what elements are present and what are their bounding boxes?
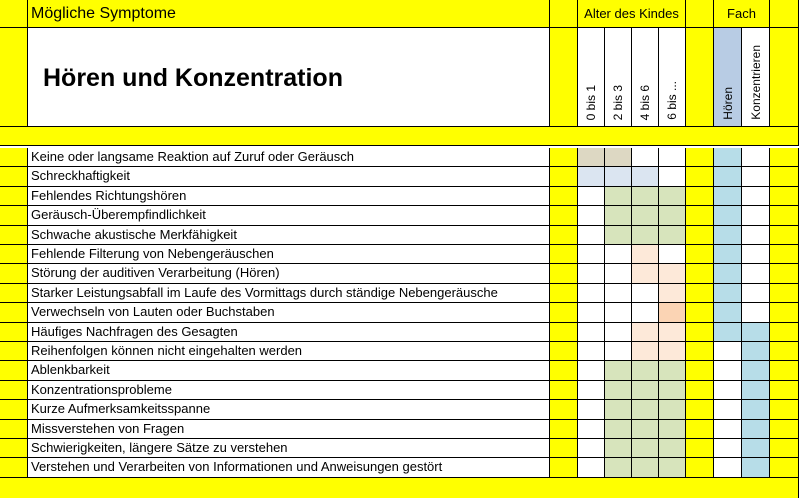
spacer-cell xyxy=(550,323,578,342)
age-indicator-cell xyxy=(632,284,659,303)
separator-band xyxy=(0,127,799,146)
spacer-cell xyxy=(550,400,578,419)
row-margin-cell xyxy=(0,284,28,303)
age-indicator-cell xyxy=(659,439,686,458)
spacer-cell xyxy=(686,458,714,477)
spacer-cell xyxy=(686,439,714,458)
age-column-header xyxy=(578,28,605,127)
spacer-cell xyxy=(550,342,578,361)
right-margin-cell xyxy=(770,187,799,206)
age-indicator-cell xyxy=(578,458,605,477)
subject-column-label: Konzentrieren xyxy=(748,45,763,120)
spacer-cell xyxy=(686,206,714,225)
spacer-cell xyxy=(550,420,578,439)
spacer-cell xyxy=(550,303,578,322)
row-margin-cell xyxy=(0,439,28,458)
subject-column-label: Hören xyxy=(720,87,735,120)
spacer-cell xyxy=(550,361,578,380)
right-margin-cell xyxy=(770,245,799,264)
age-column-header xyxy=(659,28,686,127)
title-cell xyxy=(28,28,550,127)
age-indicator-cell xyxy=(605,206,632,225)
age-indicator-cell xyxy=(659,342,686,361)
age-indicator-cell xyxy=(659,226,686,245)
age-indicator-cell xyxy=(605,458,632,477)
symptom-label: Kurze Aufmerksamkeitsspanne xyxy=(28,400,550,419)
age-indicator-cell xyxy=(659,284,686,303)
right-margin-cell xyxy=(770,458,799,477)
symptom-label: Fehlendes Richtungshören xyxy=(28,187,550,206)
age-indicator-cell xyxy=(578,226,605,245)
age-indicator-cell xyxy=(632,187,659,206)
right-margin-cell xyxy=(770,400,799,419)
row-margin-cell xyxy=(0,148,28,167)
spacer-cell xyxy=(550,381,578,400)
right-margin-cell xyxy=(770,361,799,380)
subject-indicator-cell xyxy=(742,284,770,303)
age-indicator-cell xyxy=(605,226,632,245)
subject-indicator-cell xyxy=(714,284,742,303)
age-indicator-cell xyxy=(659,420,686,439)
subject-column-header xyxy=(714,28,742,127)
row-margin-cell xyxy=(0,264,28,283)
symptom-label: Reihenfolgen können nicht eingehalten werden xyxy=(28,342,550,361)
spacer-cell xyxy=(686,0,714,28)
age-column-label: 4 bis 6 xyxy=(638,84,652,120)
symptom-label: Verstehen und Verarbeiten von Informationen und Anweisungen gestört xyxy=(28,458,550,477)
symptom-label: Missverstehen von Fragen xyxy=(28,420,550,439)
subject-indicator-cell xyxy=(714,420,742,439)
age-indicator-cell xyxy=(605,264,632,283)
row-margin-cell xyxy=(0,245,28,264)
spacer-cell xyxy=(686,342,714,361)
age-indicator-cell xyxy=(659,148,686,167)
left-margin-cell xyxy=(0,28,28,127)
subject-indicator-cell xyxy=(742,400,770,419)
subject-indicator-cell xyxy=(742,458,770,477)
page-title: Hören und Konzentration xyxy=(43,64,343,92)
spacer-cell xyxy=(550,458,578,477)
row-margin-cell xyxy=(0,187,28,206)
age-indicator-cell xyxy=(659,381,686,400)
age-indicator-cell xyxy=(632,226,659,245)
age-indicator-cell xyxy=(605,323,632,342)
spacer-cell xyxy=(686,167,714,186)
age-indicator-cell xyxy=(632,439,659,458)
bottom-band xyxy=(0,478,799,498)
symptom-label: Keine oder langsame Reaktion auf Zuruf oder Geräusch xyxy=(28,148,550,167)
age-indicator-cell xyxy=(659,167,686,186)
subject-indicator-cell xyxy=(714,226,742,245)
subject-indicator-cell xyxy=(742,245,770,264)
right-margin-cell xyxy=(770,303,799,322)
spacer-cell xyxy=(550,264,578,283)
spacer-cell xyxy=(550,0,578,28)
subject-indicator-cell xyxy=(714,187,742,206)
spacer-cell xyxy=(686,400,714,419)
right-margin-cell xyxy=(770,420,799,439)
subject-indicator-cell xyxy=(742,167,770,186)
age-indicator-cell xyxy=(632,264,659,283)
spacer-cell xyxy=(550,28,578,127)
subject-indicator-cell xyxy=(742,148,770,167)
age-indicator-cell xyxy=(605,303,632,322)
symptom-label: Störung der auditiven Verarbeitung (Hören) xyxy=(28,264,550,283)
subject-indicator-cell xyxy=(742,439,770,458)
spacer-cell xyxy=(686,264,714,283)
row-margin-cell xyxy=(0,303,28,322)
age-indicator-cell xyxy=(659,206,686,225)
age-indicator-cell xyxy=(578,439,605,458)
age-indicator-cell xyxy=(632,361,659,380)
spacer-cell xyxy=(686,361,714,380)
spacer-cell xyxy=(686,28,714,127)
spacer-cell xyxy=(550,226,578,245)
row-margin-cell xyxy=(0,420,28,439)
age-indicator-cell xyxy=(605,361,632,380)
age-indicator-cell xyxy=(605,187,632,206)
age-indicator-cell xyxy=(578,284,605,303)
symptom-label: Ablenkbarkeit xyxy=(28,361,550,380)
spacer-cell xyxy=(686,187,714,206)
spacer-cell xyxy=(686,245,714,264)
row-margin-cell xyxy=(0,381,28,400)
left-margin-cell xyxy=(0,0,28,28)
spacer-cell xyxy=(550,439,578,458)
age-indicator-cell xyxy=(578,303,605,322)
symptom-label: Verwechseln von Lauten oder Buchstaben xyxy=(28,303,550,322)
spacer-cell xyxy=(686,381,714,400)
row-margin-cell xyxy=(0,361,28,380)
age-indicator-cell xyxy=(578,361,605,380)
subject-indicator-cell xyxy=(714,361,742,380)
spacer-cell xyxy=(550,148,578,167)
spacer-cell xyxy=(686,226,714,245)
spacer-cell xyxy=(550,284,578,303)
subject-indicator-cell xyxy=(714,264,742,283)
age-column-label: 2 bis 3 xyxy=(611,84,625,120)
age-indicator-cell xyxy=(659,245,686,264)
row-margin-cell xyxy=(0,323,28,342)
age-indicator-cell xyxy=(632,342,659,361)
age-column-label: 0 bis 1 xyxy=(584,84,598,120)
subject-indicator-cell xyxy=(742,264,770,283)
age-indicator-cell xyxy=(659,400,686,419)
subject-indicator-cell xyxy=(714,439,742,458)
age-indicator-cell xyxy=(578,206,605,225)
spacer-cell xyxy=(550,245,578,264)
right-margin-cell xyxy=(770,381,799,400)
right-margin-cell xyxy=(770,264,799,283)
age-indicator-cell xyxy=(632,148,659,167)
subject-indicator-cell xyxy=(714,323,742,342)
age-indicator-cell xyxy=(578,167,605,186)
age-indicator-cell xyxy=(605,148,632,167)
age-column-header xyxy=(605,28,632,127)
age-indicator-cell xyxy=(578,381,605,400)
subject-indicator-cell xyxy=(714,245,742,264)
subject-column-header xyxy=(742,28,770,127)
age-indicator-cell xyxy=(632,323,659,342)
right-margin-cell xyxy=(770,323,799,342)
right-margin-cell xyxy=(770,167,799,186)
subject-indicator-cell xyxy=(742,323,770,342)
subject-indicator-cell xyxy=(742,206,770,225)
spacer-cell xyxy=(686,323,714,342)
subject-indicator-cell xyxy=(714,148,742,167)
age-indicator-cell xyxy=(578,342,605,361)
symptom-label: Häufiges Nachfragen des Gesagten xyxy=(28,323,550,342)
age-indicator-cell xyxy=(578,420,605,439)
symptom-label: Schwache akustische Merkfähigkeit xyxy=(28,226,550,245)
subject-indicator-cell xyxy=(714,400,742,419)
age-indicator-cell xyxy=(578,187,605,206)
age-indicator-cell xyxy=(605,342,632,361)
age-indicator-cell xyxy=(578,400,605,419)
subject-indicator-cell xyxy=(742,361,770,380)
spacer-cell xyxy=(686,148,714,167)
subject-indicator-cell xyxy=(714,342,742,361)
spacer-cell xyxy=(550,206,578,225)
age-indicator-cell xyxy=(605,381,632,400)
age-indicator-cell xyxy=(632,303,659,322)
right-margin-cell xyxy=(770,148,799,167)
row-margin-cell xyxy=(0,342,28,361)
age-column-label: 6 bis ... xyxy=(665,81,679,120)
subject-indicator-cell xyxy=(742,187,770,206)
age-indicator-cell xyxy=(605,284,632,303)
age-indicator-cell xyxy=(632,458,659,477)
subject-indicator-cell xyxy=(714,381,742,400)
age-indicator-cell xyxy=(605,420,632,439)
age-indicator-cell xyxy=(605,167,632,186)
symptom-label: Schreckhaftigkeit xyxy=(28,167,550,186)
age-indicator-cell xyxy=(632,206,659,225)
age-indicator-cell xyxy=(659,323,686,342)
row-margin-cell xyxy=(0,458,28,477)
symptom-label: Fehlende Filterung von Nebengeräuschen xyxy=(28,245,550,264)
subject-indicator-cell xyxy=(742,381,770,400)
age-indicator-cell xyxy=(578,148,605,167)
symptom-label: Konzentrationsprobleme xyxy=(28,381,550,400)
age-indicator-cell xyxy=(578,323,605,342)
row-margin-cell xyxy=(0,400,28,419)
spacer-cell xyxy=(686,420,714,439)
subject-indicator-cell xyxy=(742,342,770,361)
right-margin-cell xyxy=(770,342,799,361)
age-indicator-cell xyxy=(632,420,659,439)
subject-indicator-cell xyxy=(742,420,770,439)
symptom-label: Schwierigkeiten, längere Sätze zu verstehen xyxy=(28,439,550,458)
spacer-cell xyxy=(550,167,578,186)
symptoms-header: Mögliche Symptome xyxy=(28,0,550,28)
right-margin-cell xyxy=(770,439,799,458)
spacer-cell xyxy=(550,187,578,206)
age-indicator-cell xyxy=(632,167,659,186)
row-margin-cell xyxy=(0,226,28,245)
row-margin-cell xyxy=(0,167,28,186)
right-margin-cell xyxy=(770,226,799,245)
right-margin-cell xyxy=(770,284,799,303)
age-column-header xyxy=(632,28,659,127)
spacer-cell xyxy=(686,284,714,303)
subject-indicator-cell xyxy=(714,206,742,225)
subject-indicator-cell xyxy=(714,458,742,477)
age-indicator-cell xyxy=(659,264,686,283)
subject-indicator-cell xyxy=(714,167,742,186)
subject-indicator-cell xyxy=(714,303,742,322)
age-indicator-cell xyxy=(578,245,605,264)
subject-indicator-cell xyxy=(742,226,770,245)
age-indicator-cell xyxy=(659,303,686,322)
right-margin-cell xyxy=(770,206,799,225)
age-indicator-cell xyxy=(605,400,632,419)
age-indicator-cell xyxy=(659,361,686,380)
right-margin-cell xyxy=(770,0,799,28)
right-margin-cell xyxy=(770,28,799,127)
subject-group-header: Fach xyxy=(714,0,770,28)
age-indicator-cell xyxy=(659,187,686,206)
age-indicator-cell xyxy=(632,245,659,264)
subject-indicator-cell xyxy=(742,303,770,322)
age-indicator-cell xyxy=(605,439,632,458)
age-indicator-cell xyxy=(659,458,686,477)
age-group-header: Alter des Kindes xyxy=(578,0,686,28)
row-margin-cell xyxy=(0,206,28,225)
symptom-label: Geräusch-Überempfindlichkeit xyxy=(28,206,550,225)
age-indicator-cell xyxy=(632,400,659,419)
age-indicator-cell xyxy=(632,381,659,400)
age-indicator-cell xyxy=(605,245,632,264)
age-indicator-cell xyxy=(578,264,605,283)
symptom-label: Starker Leistungsabfall im Laufe des Vormittags durch ständige Nebengeräusche xyxy=(28,284,550,303)
spacer-cell xyxy=(686,303,714,322)
